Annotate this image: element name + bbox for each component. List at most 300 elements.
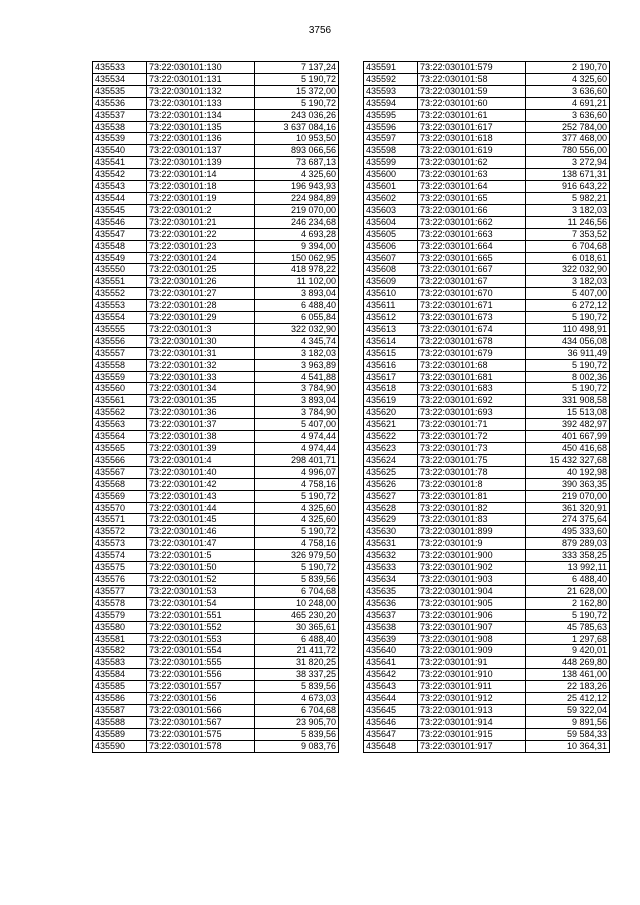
value-cell: 59 322,04 (526, 704, 610, 716)
table-row (364, 645, 610, 657)
cadastral-number-cell: 73:22:030101:899 (418, 526, 526, 538)
cadastral-number-cell: 73:22:030101:47 (147, 538, 255, 550)
row-id-cell: 435598 (364, 145, 418, 157)
table-row (93, 562, 339, 574)
table-row (93, 657, 339, 669)
value-cell: 196 943,93 (255, 181, 339, 193)
table-row (93, 466, 339, 478)
table-row (364, 597, 610, 609)
cadastral-number-cell: 73:22:030101:132 (147, 85, 255, 97)
value-cell: 5 839,56 (255, 728, 339, 740)
table-row (93, 359, 339, 371)
value-cell: 40 192,98 (526, 466, 610, 478)
row-id-cell: 435551 (93, 276, 147, 288)
table-row (93, 573, 339, 585)
value-cell: 7 353,52 (526, 228, 610, 240)
table-row (364, 109, 610, 121)
table-row (364, 657, 610, 669)
value-cell: 390 363,35 (526, 478, 610, 490)
cadastral-number-cell: 73:22:030101:915 (418, 728, 526, 740)
table-row (364, 693, 610, 705)
cadastral-number-cell: 73:22:030101:71 (418, 419, 526, 431)
row-id-cell: 435616 (364, 359, 418, 371)
row-id-cell: 435568 (93, 478, 147, 490)
value-cell: 252 784,00 (526, 121, 610, 133)
value-cell: 13 992,11 (526, 562, 610, 574)
row-id-cell: 435580 (93, 621, 147, 633)
row-id-cell: 435575 (93, 562, 147, 574)
value-cell: 392 482,97 (526, 419, 610, 431)
value-cell: 3 893,04 (255, 288, 339, 300)
value-cell: 6 704,68 (255, 585, 339, 597)
row-id-cell: 435533 (93, 62, 147, 74)
row-id-cell: 435559 (93, 371, 147, 383)
table-row (364, 514, 610, 526)
value-cell: 45 785,63 (526, 621, 610, 633)
row-id-cell: 435603 (364, 204, 418, 216)
cadastral-number-cell: 73:22:030101:908 (418, 633, 526, 645)
value-cell: 879 289,03 (526, 538, 610, 550)
row-id-cell: 435537 (93, 109, 147, 121)
row-id-cell: 435619 (364, 395, 418, 407)
value-cell: 4 325,60 (526, 73, 610, 85)
value-cell: 5 190,72 (526, 383, 610, 395)
table-row (364, 97, 610, 109)
row-id-cell: 435558 (93, 359, 147, 371)
row-id-cell: 435588 (93, 716, 147, 728)
value-cell: 21 628,00 (526, 585, 610, 597)
cadastral-number-cell: 73:22:030101:24 (147, 252, 255, 264)
row-id-cell: 435583 (93, 657, 147, 669)
table-row (93, 312, 339, 324)
table-row (93, 204, 339, 216)
row-id-cell: 435590 (93, 740, 147, 752)
row-id-cell: 435648 (364, 740, 418, 752)
value-cell: 219 070,00 (255, 204, 339, 216)
row-id-cell: 435555 (93, 323, 147, 335)
row-id-cell: 435635 (364, 585, 418, 597)
value-cell: 9 891,56 (526, 716, 610, 728)
row-id-cell: 435622 (364, 431, 418, 443)
value-cell: 4 345,74 (255, 335, 339, 347)
value-cell: 6 704,68 (255, 704, 339, 716)
table-row (93, 288, 339, 300)
row-id-cell: 435550 (93, 264, 147, 276)
value-cell: 4 325,60 (255, 514, 339, 526)
cadastral-number-cell: 73:22:030101:4 (147, 454, 255, 466)
table-row (93, 181, 339, 193)
cadastral-number-cell: 73:22:030101:40 (147, 466, 255, 478)
cadastral-number-cell: 73:22:030101:72 (418, 431, 526, 443)
value-cell: 5 407,00 (526, 288, 610, 300)
value-cell: 450 416,68 (526, 443, 610, 455)
table-row (364, 276, 610, 288)
cadastral-number-cell: 73:22:030101:556 (147, 669, 255, 681)
row-id-cell: 435569 (93, 490, 147, 502)
value-cell: 3 784,90 (255, 407, 339, 419)
value-cell: 4 974,44 (255, 431, 339, 443)
value-cell: 25 412,12 (526, 693, 610, 705)
cadastral-number-cell: 73:22:030101:91 (418, 657, 526, 669)
table-row (364, 312, 610, 324)
value-cell: 4 673,03 (255, 693, 339, 705)
row-id-cell: 435582 (93, 645, 147, 657)
value-cell: 23 905,70 (255, 716, 339, 728)
cadastral-number-cell: 73:22:030101:130 (147, 62, 255, 74)
value-cell: 15 513,08 (526, 407, 610, 419)
table-row (364, 454, 610, 466)
cadastral-number-cell: 73:22:030101:905 (418, 597, 526, 609)
cadastral-number-cell: 73:22:030101:679 (418, 347, 526, 359)
value-cell: 8 002,36 (526, 371, 610, 383)
cadastral-number-cell: 73:22:030101:68 (418, 359, 526, 371)
value-cell: 5 190,72 (526, 312, 610, 324)
row-id-cell: 435573 (93, 538, 147, 550)
value-cell: 3 893,04 (255, 395, 339, 407)
table-row (364, 681, 610, 693)
table-row (364, 62, 610, 74)
value-cell: 4 758,16 (255, 538, 339, 550)
value-cell: 11 102,00 (255, 276, 339, 288)
value-cell: 6 055,84 (255, 312, 339, 324)
value-cell: 377 468,00 (526, 133, 610, 145)
table-row (93, 300, 339, 312)
value-cell: 3 272,94 (526, 157, 610, 169)
value-cell: 916 643,22 (526, 181, 610, 193)
value-cell: 5 839,56 (255, 681, 339, 693)
value-cell: 298 401,71 (255, 454, 339, 466)
cadastral-number-cell: 73:22:030101:673 (418, 312, 526, 324)
table-row (93, 240, 339, 252)
value-cell: 36 911,49 (526, 347, 610, 359)
table-row (364, 85, 610, 97)
table-row (93, 526, 339, 538)
value-cell: 73 687,13 (255, 157, 339, 169)
table-row (364, 264, 610, 276)
value-cell: 21 411,72 (255, 645, 339, 657)
cadastral-number-cell: 73:22:030101:909 (418, 645, 526, 657)
cadastral-number-cell: 73:22:030101:30 (147, 335, 255, 347)
cadastral-number-cell: 73:22:030101:900 (418, 550, 526, 562)
row-id-cell: 435589 (93, 728, 147, 740)
table-row (93, 323, 339, 335)
table-row (93, 633, 339, 645)
cadastral-number-cell: 73:22:030101:662 (418, 216, 526, 228)
value-cell: 9 420,01 (526, 645, 610, 657)
value-cell: 3 637 084,16 (255, 121, 339, 133)
value-cell: 22 183,26 (526, 681, 610, 693)
cadastral-number-cell: 73:22:030101:26 (147, 276, 255, 288)
cadastral-number-cell: 73:22:030101:39 (147, 443, 255, 455)
table-row (93, 121, 339, 133)
table-row (93, 419, 339, 431)
table-row (364, 169, 610, 181)
cadastral-number-cell: 73:22:030101:904 (418, 585, 526, 597)
row-id-cell: 435621 (364, 419, 418, 431)
table-row (364, 526, 610, 538)
value-cell: 3 636,60 (526, 109, 610, 121)
row-id-cell: 435579 (93, 609, 147, 621)
value-cell: 5 190,72 (255, 526, 339, 538)
row-id-cell: 435545 (93, 204, 147, 216)
row-id-cell: 435563 (93, 419, 147, 431)
table-row (93, 728, 339, 740)
row-id-cell: 435544 (93, 192, 147, 204)
row-id-cell: 435564 (93, 431, 147, 443)
cadastral-number-cell: 73:22:030101:33 (147, 371, 255, 383)
row-id-cell: 435587 (93, 704, 147, 716)
table-row (364, 490, 610, 502)
table-row (364, 419, 610, 431)
value-cell: 331 908,58 (526, 395, 610, 407)
row-id-cell: 435631 (364, 538, 418, 550)
cadastral-number-cell: 73:22:030101:83 (418, 514, 526, 526)
cadastral-number-cell: 73:22:030101:555 (147, 657, 255, 669)
row-id-cell: 435642 (364, 669, 418, 681)
value-cell: 3 182,03 (255, 347, 339, 359)
table-row (93, 621, 339, 633)
cadastral-number-cell: 73:22:030101:35 (147, 395, 255, 407)
row-id-cell: 435578 (93, 597, 147, 609)
cadastral-number-cell: 73:22:030101:34 (147, 383, 255, 395)
cadastral-number-cell: 73:22:030101:617 (418, 121, 526, 133)
table-row (93, 216, 339, 228)
table-row (93, 704, 339, 716)
row-id-cell: 435638 (364, 621, 418, 633)
value-cell: 2 162,80 (526, 597, 610, 609)
table-row (93, 276, 339, 288)
row-id-cell: 435645 (364, 704, 418, 716)
row-id-cell: 435602 (364, 192, 418, 204)
table-row (93, 407, 339, 419)
table-row (364, 347, 610, 359)
value-cell: 219 070,00 (526, 490, 610, 502)
table-row (364, 466, 610, 478)
table-row (364, 585, 610, 597)
table-row (93, 716, 339, 728)
cadastral-number-cell: 73:22:030101:554 (147, 645, 255, 657)
row-id-cell: 435601 (364, 181, 418, 193)
value-cell: 138 461,00 (526, 669, 610, 681)
cadastral-number-cell: 73:22:030101:66 (418, 204, 526, 216)
row-id-cell: 435562 (93, 407, 147, 419)
table-row (364, 335, 610, 347)
value-cell: 5 190,72 (526, 609, 610, 621)
table-row (93, 502, 339, 514)
cadastral-number-cell: 73:22:030101:32 (147, 359, 255, 371)
row-id-cell: 435640 (364, 645, 418, 657)
cadastral-number-cell: 73:22:030101:14 (147, 169, 255, 181)
cadastral-number-cell: 73:22:030101:53 (147, 585, 255, 597)
cadastral-number-cell: 73:22:030101:911 (418, 681, 526, 693)
value-cell: 5 190,72 (255, 97, 339, 109)
row-id-cell: 435600 (364, 169, 418, 181)
cadastral-number-cell: 73:22:030101:692 (418, 395, 526, 407)
table-row (93, 264, 339, 276)
row-id-cell: 435546 (93, 216, 147, 228)
row-id-cell: 435594 (364, 97, 418, 109)
table-row (364, 73, 610, 85)
row-id-cell: 435556 (93, 335, 147, 347)
row-id-cell: 435586 (93, 693, 147, 705)
row-id-cell: 435607 (364, 252, 418, 264)
table-row (364, 478, 610, 490)
value-cell: 1 297,68 (526, 633, 610, 645)
table-row (364, 371, 610, 383)
value-cell: 31 820,25 (255, 657, 339, 669)
row-id-cell: 435576 (93, 573, 147, 585)
table-row (93, 514, 339, 526)
value-cell: 4 541,88 (255, 371, 339, 383)
value-cell: 150 062,95 (255, 252, 339, 264)
cadastral-number-cell: 73:22:030101:56 (147, 693, 255, 705)
row-id-cell: 435549 (93, 252, 147, 264)
value-cell: 246 234,68 (255, 216, 339, 228)
value-cell: 5 407,00 (255, 419, 339, 431)
cadastral-number-cell: 73:22:030101:903 (418, 573, 526, 585)
row-id-cell: 435617 (364, 371, 418, 383)
row-id-cell: 435539 (93, 133, 147, 145)
value-cell: 322 032,90 (255, 323, 339, 335)
table-row (364, 121, 610, 133)
cadastral-number-cell: 73:22:030101:566 (147, 704, 255, 716)
table-row (93, 609, 339, 621)
row-id-cell: 435636 (364, 597, 418, 609)
cadastral-number-cell: 73:22:030101:62 (418, 157, 526, 169)
table-row (364, 192, 610, 204)
cadastral-number-cell: 73:22:030101:912 (418, 693, 526, 705)
table-row (364, 669, 610, 681)
row-id-cell: 435553 (93, 300, 147, 312)
value-cell: 10 364,31 (526, 740, 610, 752)
table-row (93, 145, 339, 157)
table-row (93, 133, 339, 145)
cadastral-number-cell: 73:22:030101:46 (147, 526, 255, 538)
row-id-cell: 435606 (364, 240, 418, 252)
row-id-cell: 435609 (364, 276, 418, 288)
cadastral-number-cell: 73:22:030101:664 (418, 240, 526, 252)
cadastral-number-cell: 73:22:030101:2 (147, 204, 255, 216)
table-row (364, 562, 610, 574)
row-id-cell: 435625 (364, 466, 418, 478)
table-row (93, 597, 339, 609)
table-row (93, 669, 339, 681)
row-id-cell: 435633 (364, 562, 418, 574)
row-id-cell: 435632 (364, 550, 418, 562)
table-row (364, 323, 610, 335)
table-row (93, 335, 339, 347)
row-id-cell: 435644 (364, 693, 418, 705)
row-id-cell: 435639 (364, 633, 418, 645)
cadastral-number-cell: 73:22:030101:618 (418, 133, 526, 145)
table-row (93, 538, 339, 550)
cadastral-number-cell: 73:22:030101:906 (418, 609, 526, 621)
cadastral-number-cell: 73:22:030101:134 (147, 109, 255, 121)
cadastral-number-cell: 73:22:030101:63 (418, 169, 526, 181)
cadastral-number-cell: 73:22:030101:9 (418, 538, 526, 550)
value-cell: 4 996,07 (255, 466, 339, 478)
row-id-cell: 435585 (93, 681, 147, 693)
row-id-cell: 435552 (93, 288, 147, 300)
value-cell: 224 984,89 (255, 192, 339, 204)
cadastral-number-cell: 73:22:030101:75 (418, 454, 526, 466)
row-id-cell: 435626 (364, 478, 418, 490)
table-row (93, 62, 339, 74)
cadastral-number-cell: 73:22:030101:678 (418, 335, 526, 347)
table-row (364, 359, 610, 371)
cadastral-number-cell: 73:22:030101:619 (418, 145, 526, 157)
row-id-cell: 435627 (364, 490, 418, 502)
row-id-cell: 435615 (364, 347, 418, 359)
cadastral-number-cell: 73:22:030101:553 (147, 633, 255, 645)
cadastral-number-cell: 73:22:030101:31 (147, 347, 255, 359)
page-number: 3756 (308, 25, 332, 36)
row-id-cell: 435557 (93, 347, 147, 359)
cadastral-number-cell: 73:22:030101:674 (418, 323, 526, 335)
table-row (364, 550, 610, 562)
value-cell: 495 333,60 (526, 526, 610, 538)
row-id-cell: 435543 (93, 181, 147, 193)
row-id-cell: 435624 (364, 454, 418, 466)
cadastral-number-cell: 73:22:030101:913 (418, 704, 526, 716)
cadastral-number-cell: 73:22:030101:42 (147, 478, 255, 490)
table-row (93, 454, 339, 466)
cadastral-number-cell: 73:22:030101:667 (418, 264, 526, 276)
cadastral-number-cell: 73:22:030101:137 (147, 145, 255, 157)
cadastral-number-cell: 73:22:030101:902 (418, 562, 526, 574)
table-row (93, 443, 339, 455)
cadastral-number-cell: 73:22:030101:579 (418, 62, 526, 74)
value-cell: 274 375,64 (526, 514, 610, 526)
row-id-cell: 435570 (93, 502, 147, 514)
cadastral-number-cell: 73:22:030101:60 (418, 97, 526, 109)
row-id-cell: 435612 (364, 312, 418, 324)
row-id-cell: 435538 (93, 121, 147, 133)
value-cell: 6 488,40 (255, 633, 339, 645)
table-row (93, 97, 339, 109)
cadastral-number-cell: 73:22:030101:25 (147, 264, 255, 276)
value-cell: 38 337,25 (255, 669, 339, 681)
cadastral-number-cell: 73:22:030101:22 (147, 228, 255, 240)
cadastral-table-left (92, 61, 339, 753)
row-id-cell: 435634 (364, 573, 418, 585)
cadastral-number-cell: 73:22:030101:78 (418, 466, 526, 478)
table-row (93, 478, 339, 490)
cadastral-number-cell: 73:22:030101:18 (147, 181, 255, 193)
table-row (93, 740, 339, 752)
value-cell: 326 979,50 (255, 550, 339, 562)
cadastral-number-cell: 73:22:030101:139 (147, 157, 255, 169)
value-cell: 9 083,76 (255, 740, 339, 752)
row-id-cell: 435646 (364, 716, 418, 728)
cadastral-number-cell: 73:22:030101:37 (147, 419, 255, 431)
cadastral-number-cell: 73:22:030101:61 (418, 109, 526, 121)
row-id-cell: 435628 (364, 502, 418, 514)
cadastral-number-cell: 73:22:030101:52 (147, 573, 255, 585)
cadastral-number-cell: 73:22:030101:29 (147, 312, 255, 324)
value-cell: 243 036,26 (255, 109, 339, 121)
value-cell: 5 982,21 (526, 192, 610, 204)
table-row (93, 169, 339, 181)
cadastral-number-cell: 73:22:030101:59 (418, 85, 526, 97)
row-id-cell: 435623 (364, 443, 418, 455)
value-cell: 4 974,44 (255, 443, 339, 455)
table-row (364, 431, 610, 443)
value-cell: 3 182,03 (526, 276, 610, 288)
row-id-cell: 435593 (364, 85, 418, 97)
value-cell: 361 320,91 (526, 502, 610, 514)
row-id-cell: 435597 (364, 133, 418, 145)
